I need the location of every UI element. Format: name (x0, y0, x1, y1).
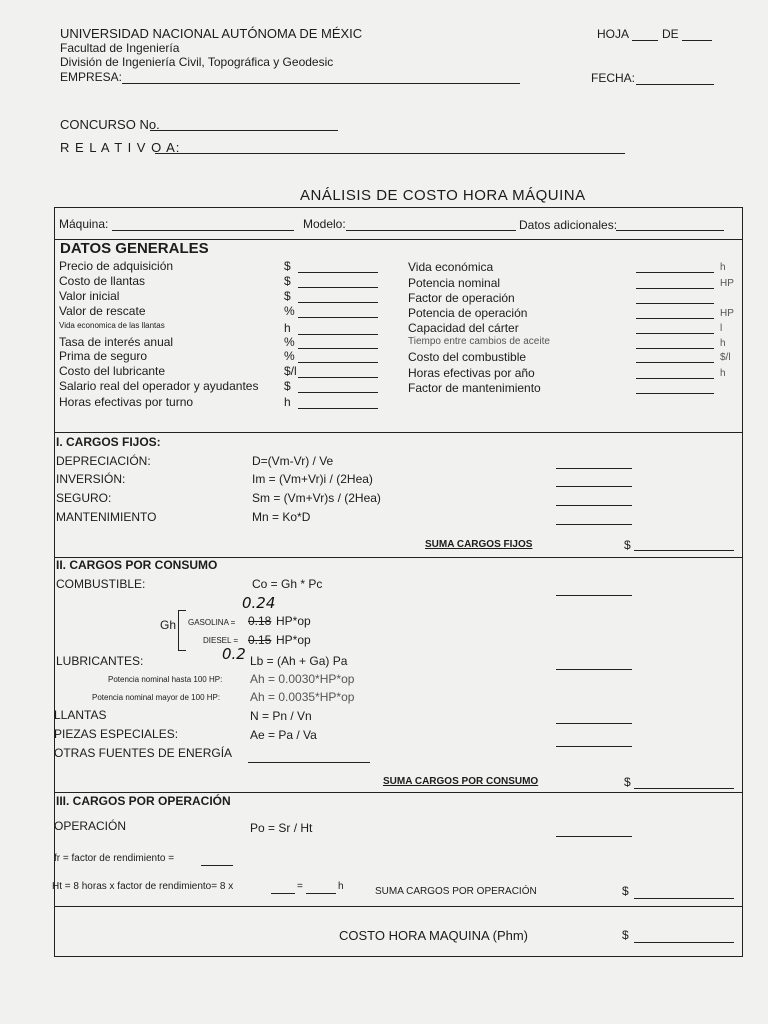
cargos-operacion-heading: III. CARGOS POR OPERACIÓN (56, 794, 231, 808)
pot-mayor-label: Potencia nominal mayor de 100 HP: (92, 693, 221, 702)
datos-right-label: Factor de mantenimiento (408, 381, 541, 395)
ht-unit: h (338, 881, 344, 892)
operacion-field[interactable] (556, 836, 632, 837)
datos-right-field[interactable] (636, 362, 714, 363)
datos-left-unit: % (284, 349, 295, 363)
datos-right-unit: HP (720, 308, 734, 319)
suma-fijos-label: SUMA CARGOS FIJOS (425, 539, 533, 550)
suma-consumo-label: SUMA CARGOS POR CONSUMO (383, 776, 539, 787)
datos-left-label: Salario real del operador y ayudantes (59, 379, 259, 393)
lubricantes-label: LUBRICANTES: (56, 654, 144, 668)
main-form-box (54, 207, 743, 957)
de-field[interactable] (682, 40, 712, 41)
datos-right-field[interactable] (636, 393, 714, 394)
gasolina-suffix: HP*op (276, 614, 311, 628)
datos-left-unit: % (284, 335, 295, 349)
lubricantes-field[interactable] (556, 669, 632, 670)
university-name: UNIVERSIDAD NACIONAL AUTÓNOMA DE MÉXIC (60, 26, 363, 41)
ht-label: Ht = 8 horas x factor de rendimiento= 8 x (52, 881, 234, 892)
pot-mayor-formula: Ah = 0.0035*HP*op (250, 690, 355, 704)
datos-right-field[interactable] (636, 272, 714, 273)
datos-left-field[interactable] (298, 392, 378, 393)
datos-left-unit: $/l (284, 364, 297, 378)
datos-adicionales-field[interactable] (616, 230, 724, 231)
empresa-field[interactable] (122, 83, 520, 84)
datos-right-unit: h (720, 368, 726, 379)
hoja-label: HOJA (597, 27, 630, 41)
cargo-fijo-field[interactable] (556, 505, 632, 506)
llantas-field[interactable] (556, 723, 632, 724)
datos-right-label: Potencia nominal (408, 276, 501, 290)
datos-left-field[interactable] (298, 334, 378, 335)
fecha-label: FECHA: (591, 71, 636, 85)
datos-right-label: Costo del combustible (408, 350, 527, 364)
suma-operacion-field[interactable] (634, 898, 734, 899)
diesel-value: 0.15 (248, 633, 272, 647)
gasolina-value: 0.18 (248, 614, 272, 628)
datos-left-label: Horas efectivas por turno (59, 395, 194, 409)
datos-right-unit: $/l (720, 352, 731, 363)
fecha-field[interactable] (636, 84, 714, 85)
suma-operacion-unit: $ (622, 884, 629, 898)
otras-label: OTRAS FUENTES DE ENERGÍA (54, 746, 233, 760)
datos-left-field[interactable] (298, 272, 378, 273)
pot-hasta-label: Potencia nominal hasta 100 HP: (108, 675, 223, 684)
cargo-fijo-field[interactable] (556, 524, 632, 525)
form-title: ANÁLISIS DE COSTO HORA MÁQUINA (300, 187, 586, 204)
datos-left-unit: % (284, 304, 295, 318)
datos-right-field[interactable] (636, 333, 714, 334)
datos-adicionales-label: Datos adicionales: (519, 218, 618, 232)
cargos-consumo-heading: II. CARGOS POR CONSUMO (56, 558, 218, 572)
cargo-fijo-label: INVERSIÓN: (56, 472, 126, 486)
datos-left-label: Prima de seguro (59, 349, 148, 363)
datos-left-field[interactable] (298, 377, 378, 378)
cargo-fijo-field[interactable] (556, 486, 632, 487)
datos-left-label: Valor de rescate (59, 304, 146, 318)
suma-operacion-label: SUMA CARGOS POR OPERACIÓN (375, 886, 537, 897)
diesel-handwritten: 0.2 (222, 645, 246, 663)
datos-right-label: Vida económica (408, 260, 494, 274)
divider (54, 792, 742, 793)
datos-left-label: Costo de llantas (59, 274, 146, 288)
gasolina-handwritten: 0.24 (242, 594, 276, 612)
suma-consumo-field[interactable] (634, 788, 734, 789)
concurso-label: CONCURSO No. (60, 117, 160, 132)
empresa-label: EMPRESA: (60, 70, 123, 84)
piezas-label: PIEZAS ESPECIALES: (54, 727, 179, 741)
datos-left-unit: $ (284, 289, 291, 303)
total-unit: $ (622, 928, 629, 942)
hoja-field[interactable] (632, 40, 658, 41)
datos-right-label: Capacidad del cárter (408, 321, 519, 335)
cargos-fijos-heading: I. CARGOS FIJOS: (56, 435, 161, 449)
division-name: División de Ingeniería Civil, Topográfica y Geodesic (60, 55, 334, 69)
diesel-suffix: HP*op (276, 633, 311, 647)
datos-right-label: Potencia de operación (408, 306, 528, 320)
cargo-fijo-formula: Sm = (Vm+Vr)s / (2Hea) (252, 491, 381, 505)
cargo-fijo-field[interactable] (556, 468, 632, 469)
llantas-formula: N = Pn / Vn (250, 709, 312, 723)
cargo-fijo-formula: D=(Vm-Vr) / Ve (252, 454, 334, 468)
cargo-fijo-label: SEGURO: (56, 491, 112, 505)
datos-left-label: Precio de adquisición (59, 259, 174, 273)
total-label: COSTO HORA MAQUINA (Phm) (339, 928, 529, 943)
divider (54, 906, 742, 907)
datos-left-field[interactable] (298, 287, 378, 288)
operacion-label: OPERACIÓN (54, 819, 127, 833)
datos-left-unit: $ (284, 379, 291, 393)
total-field[interactable] (634, 942, 734, 943)
datos-left-label: Costo del lubricante (59, 364, 166, 378)
operacion-formula: Po = Sr / Ht (250, 821, 313, 835)
fr-field[interactable] (201, 865, 233, 866)
datos-left-label: Tasa de interés anual (59, 335, 174, 349)
datos-right-unit: h (720, 262, 726, 273)
faculty-name: Facultad de Ingeniería (60, 41, 180, 55)
cargo-fijo-label: MANTENIMIENTO (56, 510, 157, 524)
gh-bracket-bottom (178, 650, 186, 651)
piezas-field[interactable] (556, 746, 632, 747)
cargo-fijo-formula: Mn = Ko*D (252, 510, 311, 524)
datos-left-label: Vida economica de las llantas (59, 321, 165, 330)
otras-field[interactable] (248, 762, 370, 763)
datos-right-unit: h (720, 338, 726, 349)
datos-left-unit: $ (284, 259, 291, 273)
datos-right-field[interactable] (636, 318, 714, 319)
datos-left-field[interactable] (298, 408, 378, 409)
datos-left-unit: h (284, 321, 291, 335)
datos-right-label: Horas efectivas por año (408, 366, 535, 380)
datos-right-unit: l (720, 323, 723, 334)
modelo-field[interactable] (346, 230, 516, 231)
llantas-label: LLANTAS (54, 708, 107, 722)
de-label: DE (662, 27, 679, 41)
datos-right-label: Factor de operación (408, 291, 515, 305)
suma-fijos-unit: $ (624, 538, 631, 552)
datos-right-unit: HP (720, 278, 734, 289)
datos-left-label: Valor inicial (59, 289, 120, 303)
maquina-field[interactable] (112, 230, 294, 231)
lubricantes-formula: Lb = (Ah + Ga) Pa (250, 654, 348, 668)
suma-consumo-unit: $ (624, 775, 631, 789)
gh-bracket-top (178, 610, 186, 611)
ht-eq: = (297, 881, 303, 892)
datos-right-field[interactable] (636, 378, 714, 379)
datos-left-unit: $ (284, 274, 291, 288)
datos-right-field[interactable] (636, 348, 714, 349)
modelo-label: Modelo: (303, 217, 346, 231)
datos-right-field[interactable] (636, 288, 714, 289)
gh-label: Gh (160, 618, 177, 632)
divider (54, 432, 742, 433)
concurso-field[interactable] (150, 130, 338, 131)
cargo-fijo-label: DEPRECIACIÓN: (56, 454, 151, 468)
datos-left-field[interactable] (298, 348, 378, 349)
cargo-fijo-formula: Im = (Vm+Vr)i / (2Hea) (252, 472, 373, 486)
datos-right-field[interactable] (636, 303, 714, 304)
ht-result-field[interactable] (306, 893, 336, 894)
gh-bracket (178, 610, 179, 650)
combustible-formula: Co = Gh * Pc (252, 577, 323, 591)
pot-hasta-formula: Ah = 0.0030*HP*op (250, 672, 355, 686)
ht-factor-field[interactable] (271, 893, 295, 894)
maquina-label: Máquina: (59, 217, 109, 231)
relativo-label: R E L A T I V O A: (60, 140, 181, 155)
fr-label: fr = factor de rendimiento = (54, 853, 175, 864)
datos-generales-heading: DATOS GENERALES (60, 240, 209, 257)
piezas-formula: Ae = Pa / Va (250, 728, 317, 742)
datos-left-field[interactable] (298, 362, 378, 363)
datos-left-unit: h (284, 395, 291, 409)
suma-fijos-field[interactable] (634, 550, 734, 551)
datos-left-field[interactable] (298, 302, 378, 303)
datos-right-label: Tiempo entre cambios de aceite (408, 336, 550, 347)
relativo-field[interactable] (155, 153, 625, 154)
diesel-label: DIESEL = (203, 636, 239, 645)
combustible-field[interactable] (556, 595, 632, 596)
datos-left-field[interactable] (298, 317, 378, 318)
combustible-label: COMBUSTIBLE: (56, 577, 146, 591)
gasolina-label: GASOLINA = (188, 618, 236, 627)
